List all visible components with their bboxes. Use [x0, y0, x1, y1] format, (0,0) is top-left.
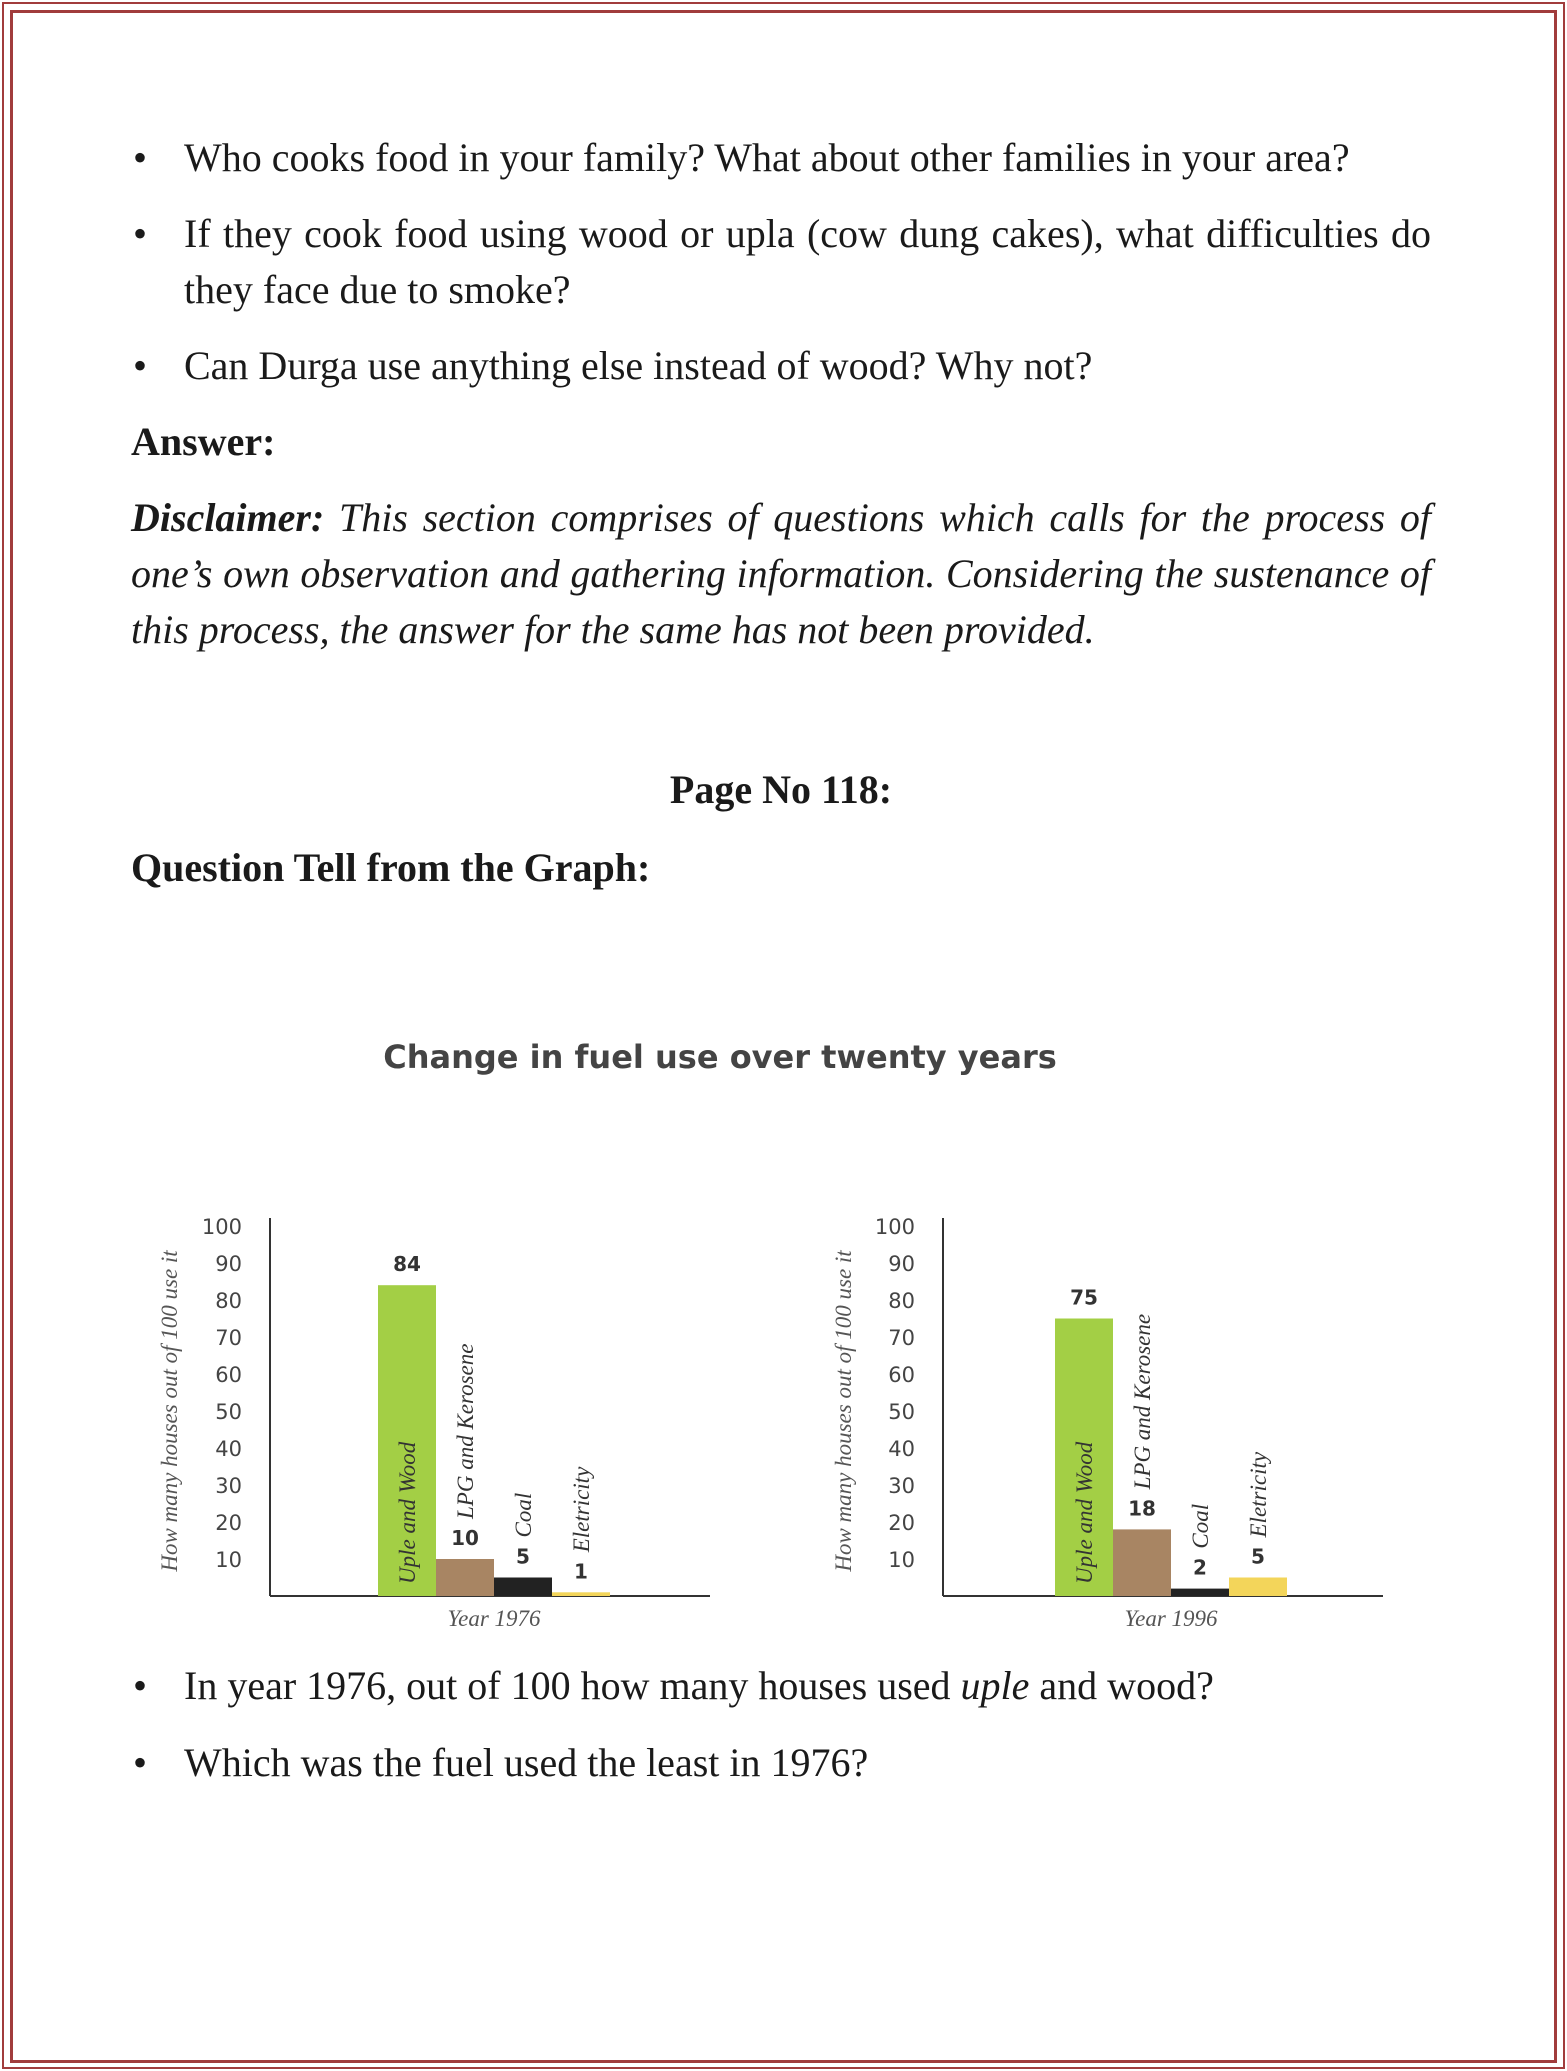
question-heading: Question Tell from the Graph: — [131, 845, 651, 890]
x-axis-label: Year 1976 — [447, 1606, 541, 1630]
bar-category-label: Eletricity — [569, 1466, 594, 1553]
y-tick-label: 20 — [215, 1511, 242, 1535]
y-tick-label: 70 — [215, 1326, 242, 1350]
bullet-text: If they cook food using wood or upla (cow dung cakes), what difficulties do they face due to smoke? — [184, 211, 1431, 312]
bar-eletricity — [552, 1592, 610, 1596]
y-tick-label: 50 — [215, 1400, 242, 1424]
bar-value-label: 84 — [393, 1252, 421, 1277]
bar-value-label: 2 — [1193, 1555, 1207, 1580]
y-tick-label: 10 — [215, 1548, 242, 1572]
bar-category-label: Coal — [511, 1492, 536, 1538]
y-tick-label: 80 — [888, 1289, 915, 1313]
bullet-text-post: and wood? — [1029, 1663, 1214, 1708]
bar-category-label: Coal — [1188, 1503, 1213, 1549]
y-tick-label: 100 — [874, 1215, 915, 1239]
bar-category-label: Uple and Wood — [395, 1441, 420, 1584]
y-tick-label: 70 — [888, 1326, 915, 1350]
y-tick-label: 60 — [888, 1363, 915, 1387]
bar-lpg-and-kerosene — [436, 1559, 494, 1596]
bar-value-label: 10 — [451, 1526, 479, 1550]
bar-category-label: LPG and Kerosene — [1130, 1313, 1155, 1490]
bar-value-label: 5 — [516, 1544, 530, 1569]
page-content — [131, 130, 1431, 896]
bullet-text-pre: In year 1976, out of 100 how many houses used — [184, 1663, 961, 1708]
y-tick-label: 90 — [215, 1252, 242, 1276]
bullet-text-emphasis: uple — [960, 1663, 1030, 1708]
y-tick-label: 40 — [215, 1437, 242, 1461]
bullet-dot-icon: • — [133, 211, 148, 256]
bullet-graph-question-1 — [131, 1658, 1431, 1714]
bullet-dot-icon: • — [133, 1740, 148, 1785]
bar-eletricity — [1229, 1578, 1287, 1597]
y-tick-label: 90 — [888, 1252, 915, 1276]
y-tick-label: 40 — [888, 1437, 915, 1461]
y-axis-label: How many houses out of 100 use it — [157, 1250, 182, 1572]
y-tick-label: 10 — [888, 1548, 915, 1572]
y-tick-label: 30 — [888, 1474, 915, 1498]
y-tick-label: 50 — [888, 1400, 915, 1424]
bullet-dot-icon: • — [133, 1663, 148, 1708]
bullet-text: Can Durga use anything else instead of wood? Why not? — [184, 343, 1093, 388]
y-tick-label: 60 — [215, 1363, 242, 1387]
y-axis-label: How many houses out of 100 use it — [831, 1250, 856, 1572]
bullet-graph-question-2 — [131, 1735, 1431, 1791]
fuel-use-chart — [145, 1030, 1405, 1630]
bar-value-label: 75 — [1070, 1285, 1098, 1310]
bar-value-label: 5 — [1251, 1544, 1265, 1569]
bar-category-label: Eletricity — [1246, 1451, 1271, 1538]
y-tick-label: 20 — [888, 1511, 915, 1535]
bar-lpg-and-kerosene — [1113, 1529, 1171, 1596]
bullet-text: Which was the fuel used the least in 1976? — [184, 1740, 869, 1785]
y-tick-label: 80 — [215, 1289, 242, 1313]
graph-questions — [131, 1658, 1431, 1791]
bar-coal — [494, 1578, 552, 1597]
disclaimer — [131, 490, 1431, 658]
bar-coal — [1171, 1589, 1229, 1596]
bar-category-label: Uple and Wood — [1072, 1441, 1097, 1584]
page-number-heading: Page No 118: — [669, 767, 893, 812]
bar-category-label: LPG and Kerosene — [453, 1343, 478, 1519]
y-tick-label: 30 — [215, 1474, 242, 1498]
chart-title: Change in fuel use over twenty years — [383, 1038, 1057, 1076]
bullet-question-3 — [131, 338, 1431, 394]
bullet-question-2 — [131, 206, 1431, 318]
disclaimer-label: Disclaimer: — [131, 495, 325, 540]
charts-svg — [145, 1030, 1405, 1630]
bullet-dot-icon: • — [133, 135, 148, 180]
bullet-question-1 — [131, 130, 1431, 186]
bullet-dot-icon: • — [133, 343, 148, 388]
bar-value-label: 1 — [574, 1559, 588, 1584]
bullet-text: Who cooks food in your family? What about other families in your area? — [184, 135, 1350, 180]
bar-value-label: 18 — [1128, 1496, 1156, 1521]
disclaimer-text: This section comprises of questions which calls for the process of one’s own observation and gathering information. Considering the sustenance of this process, the answer for the same has not been provided. — [131, 495, 1431, 652]
y-tick-label: 100 — [201, 1215, 242, 1239]
answer-label: Answer: — [131, 419, 276, 464]
x-axis-label: Year 1996 — [1124, 1606, 1218, 1630]
